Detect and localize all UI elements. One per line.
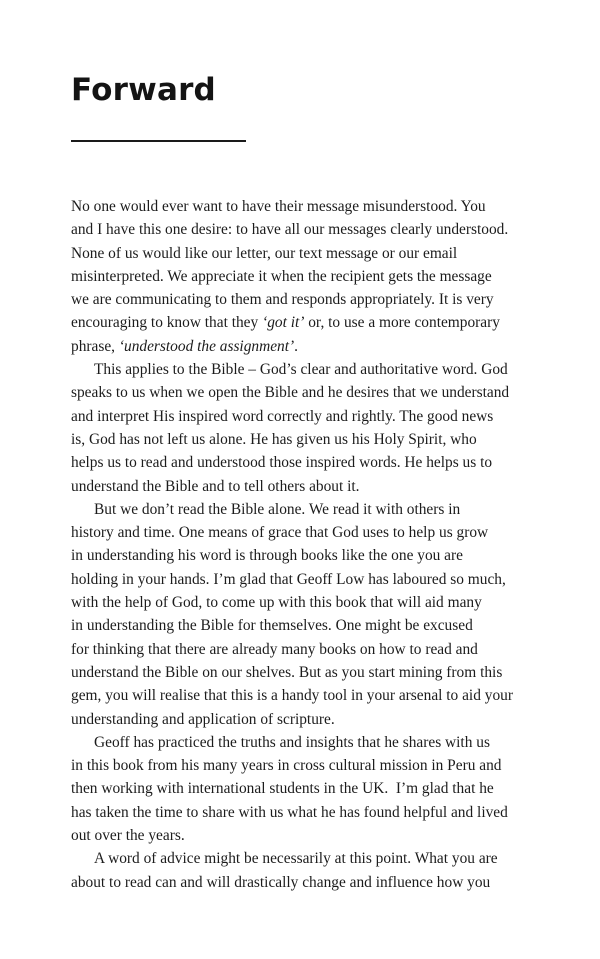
paragraph-5 <box>71 847 531 894</box>
text-line: then working with international students in the UK. I’m glad that he <box>71 780 494 798</box>
text-line: helps us to read and understood those inspired words. He helps us to <box>71 454 493 472</box>
text-line: and I have this one desire: to have all our messages clearly understood. <box>71 221 509 239</box>
text-line: A word of advice might be necessarily at this point. What you are <box>94 850 498 868</box>
text-line: and interpret His inspired word correctly and rightly. The good news <box>71 407 494 425</box>
text-line: in this book from his many years in cross cultural mission in Peru and <box>71 757 502 775</box>
paragraph-3 <box>71 498 531 731</box>
body-text <box>71 195 531 894</box>
text-line: about to read can and will drastically change and influence how you <box>71 873 491 891</box>
text-line: we are communicating to them and responds appropriately. It is very <box>71 291 494 309</box>
text-line: understand the Bible and to tell others about it. <box>71 477 360 495</box>
text-line: . <box>294 337 298 355</box>
text-line: phrase, <box>71 337 119 355</box>
text-line: understand the Bible on our shelves. But as you start mining from this <box>71 663 503 681</box>
text-line: This applies to the Bible – God’s clear and authoritative word. God <box>94 361 508 379</box>
title-underline <box>71 140 246 142</box>
text-line: But we don’t read the Bible alone. We read it with others in <box>94 500 461 518</box>
text-line: for thinking that there are already many books on how to read and <box>71 640 478 658</box>
text-line: No one would ever want to have their message misunderstood. You <box>71 198 486 215</box>
paragraph-4 <box>71 731 531 847</box>
text-line: with the help of God, to come up with this book that will aid many <box>71 594 482 612</box>
italic-quote-assignment: ‘understood the assignment’ <box>118 337 295 355</box>
chapter-title: Forward <box>71 72 216 108</box>
text-line: Geoff has practiced the truths and insights that he shares with us <box>94 733 490 751</box>
text-line: is, God has not left us alone. He has given us his Holy Spirit, who <box>71 430 477 448</box>
text-line: None of us would like our letter, our text message or our email <box>71 244 458 262</box>
paragraph-1 <box>71 195 531 358</box>
text-line: in understanding his word is through books like the one you are <box>71 547 463 565</box>
italic-quote-got-it: ‘got it’ <box>262 314 305 332</box>
text-line: or, to use a more contemporary <box>304 314 500 332</box>
text-line: out over the years. <box>71 827 185 845</box>
text-line: understanding and application of scripture. <box>71 710 335 728</box>
text-line: history and time. One means of grace that God uses to help us grow <box>71 524 489 542</box>
text-line: has taken the time to share with us what he has found helpful and lived <box>71 803 508 821</box>
text-line: in understanding the Bible for themselves. One might be excused <box>71 617 473 635</box>
text-line: holding in your hands. I’m glad that Geoff Low has laboured so much, <box>71 570 506 588</box>
text-line: gem, you will realise that this is a handy tool in your arsenal to aid your <box>71 687 513 705</box>
text-line: misinterpreted. We appreciate it when the recipient gets the message <box>71 267 492 285</box>
paragraph-2 <box>71 358 531 498</box>
text-line: speaks to us when we open the Bible and he desires that we understand <box>71 384 510 402</box>
text-line: encouraging to know that they <box>71 314 263 332</box>
